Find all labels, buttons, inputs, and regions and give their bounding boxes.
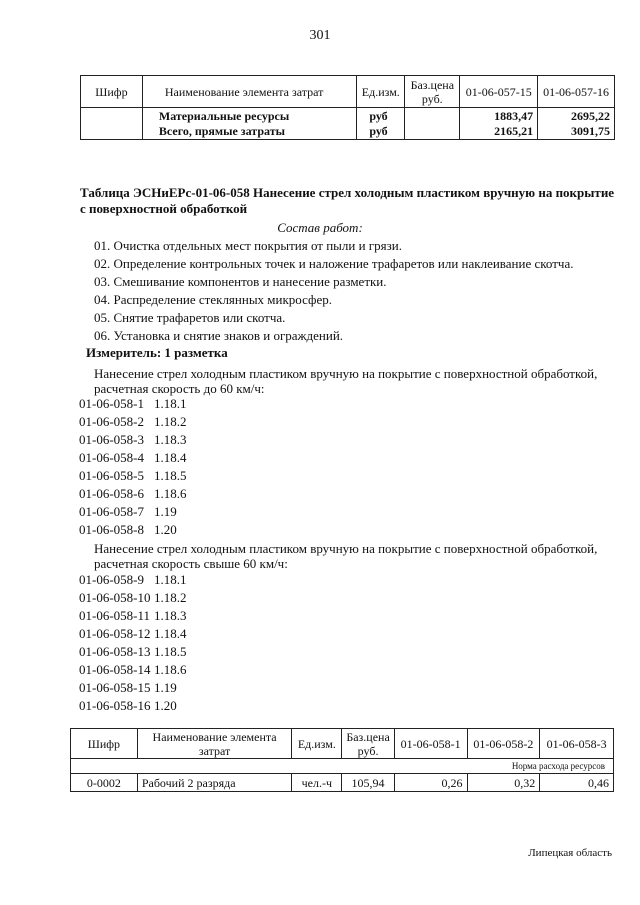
- list-item: 03. Смешивание компонентов и нанесение разметки.: [94, 274, 387, 289]
- list-item: 05. Снятие трафаретов или скотча.: [94, 310, 286, 325]
- list-item: [79, 503, 187, 521]
- header-price: Баз.цена руб.: [405, 76, 460, 108]
- item-ref: 1.18.3: [154, 608, 187, 623]
- item-code: 01-06-058-7: [79, 504, 144, 519]
- list-item: 04. Распределение стеклянных микросфер.: [94, 292, 332, 307]
- norm-label: Норма расхода ресурсов: [394, 759, 613, 774]
- top-cost-table: [80, 75, 615, 140]
- footer-region: Липецкая область: [528, 847, 612, 859]
- table-title: Таблица ЭСНиЕРс-01-06-058 Нанесение стрел холодным пластиком вручную на покрытие с поверхностной обработкой: [80, 185, 615, 216]
- row-value-2: 3091,75: [538, 124, 615, 140]
- item-code: 01-06-058-14: [79, 662, 151, 677]
- list-item: 06. Установка и снятие знаков и ограждений.: [94, 328, 344, 343]
- list-item: [79, 467, 187, 485]
- header-name: Наименование элемента затрат: [142, 76, 356, 108]
- list-item: [79, 643, 187, 661]
- row-unit: чел.-ч: [292, 774, 342, 792]
- item-ref: 1.20: [154, 698, 177, 713]
- item-code: 01-06-058-2: [79, 414, 144, 429]
- header-unit: Ед.изм.: [292, 729, 342, 759]
- item-code: 01-06-058-16: [79, 698, 151, 713]
- item-ref: 1.18.5: [154, 644, 187, 659]
- row-value-2: 0,32: [467, 774, 540, 792]
- row-value-1: 1883,47: [460, 108, 538, 124]
- table-header-row: [81, 76, 615, 108]
- list-item: [79, 661, 187, 679]
- row-name: Всего, прямые затраты: [142, 124, 356, 140]
- header-col-3: 01-06-058-3: [540, 729, 614, 759]
- item-code: 01-06-058-5: [79, 468, 144, 483]
- item-code: 01-06-058-10: [79, 590, 151, 605]
- row-name: Рабочий 2 разряда: [137, 774, 292, 792]
- table-row: [81, 108, 615, 124]
- item-ref: 1.18.1: [154, 396, 187, 411]
- list-item: 01. Очистка отдельных мест покрытия от пыли и грязи.: [94, 238, 402, 253]
- list-item: 02. Определение контрольных точек и наложение трафаретов или наклеивание скотча.: [94, 256, 574, 271]
- table-row: [81, 124, 615, 140]
- bottom-resource-table: [70, 728, 614, 792]
- item-code: 01-06-058-8: [79, 522, 144, 537]
- header-code: Шифр: [81, 76, 143, 108]
- row-value-1: 0,26: [394, 774, 467, 792]
- item-code: 01-06-058-13: [79, 644, 151, 659]
- item-ref: 1.19: [154, 680, 177, 695]
- item-code: 01-06-058-15: [79, 680, 151, 695]
- item-code: 01-06-058-11: [79, 608, 151, 623]
- list-item: [79, 607, 187, 625]
- item-code: 01-06-058-9: [79, 572, 144, 587]
- header-unit: Ед.изм.: [357, 76, 405, 108]
- item-ref: 1.19: [154, 504, 177, 519]
- item-code: 01-06-058-1: [79, 396, 144, 411]
- list-item: [79, 589, 187, 607]
- row-price: 105,94: [342, 774, 394, 792]
- list-item: [79, 571, 187, 589]
- header-price: Баз.цена руб.: [342, 729, 394, 759]
- header-col-2: 01-06-057-16: [538, 76, 615, 108]
- row-name: Материальные ресурсы: [142, 108, 356, 124]
- group1-description: Нанесение стрел холодным пластиком вручную на покрытие с поверхностной обработкой, расчетная скорость до 60 км/ч:: [94, 366, 598, 396]
- header-col-1: 01-06-057-15: [460, 76, 538, 108]
- composition-heading: Состав работ:: [277, 220, 363, 235]
- item-ref: 1.18.6: [154, 486, 187, 501]
- row-code: 0-0002: [71, 774, 138, 792]
- item-ref: 1.18.2: [154, 590, 187, 605]
- list-item: [79, 679, 187, 697]
- row-unit: руб: [357, 124, 405, 140]
- list-item: [79, 521, 187, 539]
- item-code: 01-06-058-4: [79, 450, 144, 465]
- row-value-3: 0,46: [540, 774, 614, 792]
- list-item: [79, 625, 187, 643]
- list-item: [79, 413, 187, 431]
- row-unit: руб: [357, 108, 405, 124]
- item-code: 01-06-058-3: [79, 432, 144, 447]
- group2-description: Нанесение стрел холодным пластиком вручную на покрытие с поверхностной обработкой, расчетная скорость свыше 60 км/ч:: [94, 541, 598, 571]
- item-ref: 1.20: [154, 522, 177, 537]
- header-col-1: 01-06-058-1: [394, 729, 467, 759]
- header-name: Наименование элемента затрат: [137, 729, 292, 759]
- work-list: [94, 237, 624, 345]
- row-value-1: 2165,21: [460, 124, 538, 140]
- group2-code-list: [79, 571, 187, 715]
- item-ref: 1.18.3: [154, 432, 187, 447]
- row-value-2: 2695,22: [538, 108, 615, 124]
- list-item: [79, 395, 187, 413]
- group1-code-list: [79, 395, 187, 539]
- table-row: [71, 774, 614, 792]
- item-ref: 1.18.2: [154, 414, 187, 429]
- table-header-row: [71, 729, 614, 759]
- meter-label: Измеритель: 1 разметка: [86, 345, 228, 360]
- page-number: 301: [309, 28, 331, 43]
- item-ref: 1.18.4: [154, 450, 187, 465]
- item-ref: 1.18.1: [154, 572, 187, 587]
- item-ref: 1.18.6: [154, 662, 187, 677]
- list-item: [79, 431, 187, 449]
- norm-row: [71, 759, 614, 774]
- header-col-2: 01-06-058-2: [467, 729, 540, 759]
- item-code: 01-06-058-6: [79, 486, 144, 501]
- list-item: [79, 485, 187, 503]
- item-ref: 1.18.5: [154, 468, 187, 483]
- item-code: 01-06-058-12: [79, 626, 151, 641]
- list-item: [79, 697, 187, 715]
- list-item: [79, 449, 187, 467]
- header-code: Шифр: [71, 729, 138, 759]
- item-ref: 1.18.4: [154, 626, 187, 641]
